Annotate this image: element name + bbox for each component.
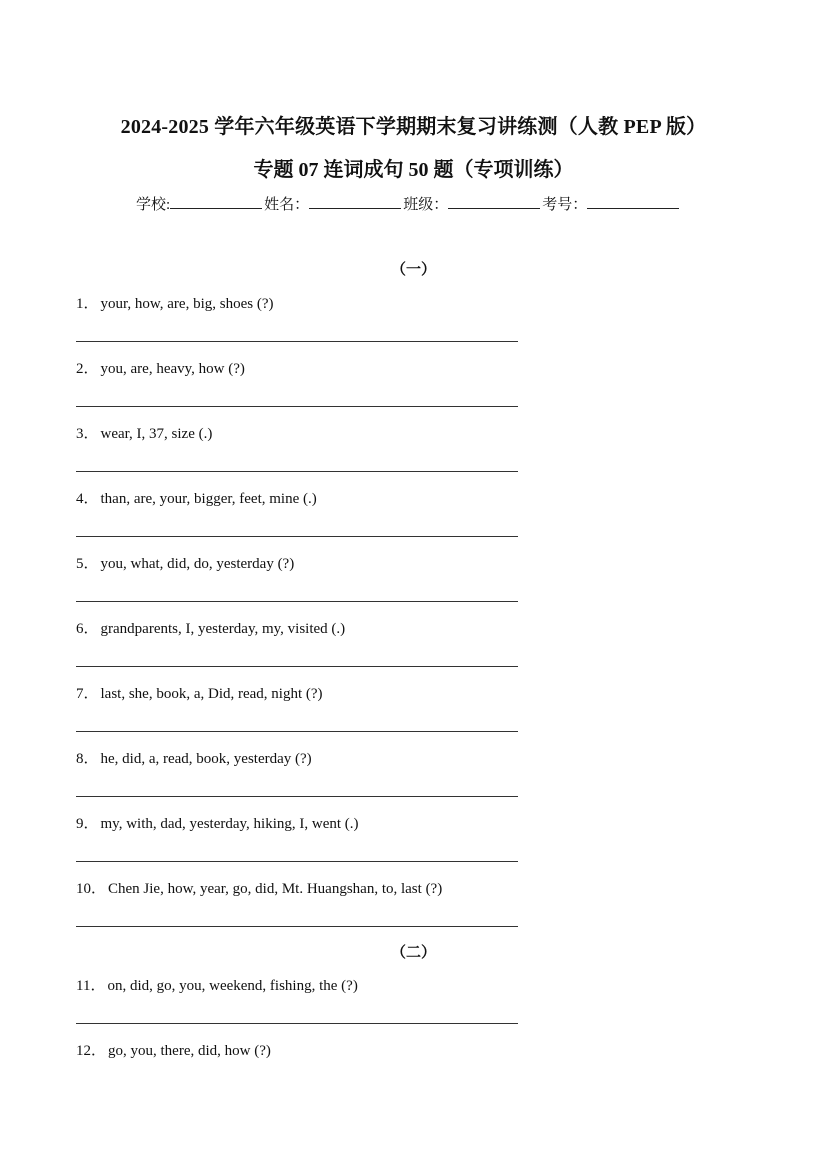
question-2 — [76, 357, 245, 378]
question-number: 2． — [76, 361, 99, 377]
question-number: 12． — [76, 1043, 107, 1059]
question-11 — [76, 974, 358, 995]
section-heading-1: （一） — [390, 262, 436, 278]
exam-number-blank[interactable] — [587, 194, 679, 209]
answer-line-10[interactable] — [76, 926, 518, 927]
page-title: 2024-2025 学年六年级英语下学期期末复习讲练测（人教 PEP 版） — [120, 116, 707, 138]
question-text: your, how, are, big, shoes (?) — [100, 296, 274, 312]
question-text: wear, I, 37, size (.) — [100, 426, 213, 442]
question-number: 9． — [76, 816, 99, 832]
question-number: 5． — [76, 556, 99, 572]
question-text: he, did, a, read, book, yesterday (?) — [100, 751, 312, 767]
question-1 — [76, 292, 273, 313]
question-text: grandparents, I, yesterday, my, visited (.) — [100, 621, 346, 637]
question-number: 7． — [76, 686, 99, 702]
answer-line-8[interactable] — [76, 796, 518, 797]
answer-line-5[interactable] — [76, 601, 518, 602]
question-4 — [76, 487, 317, 508]
page-subtitle: 专题 07 连词成句 50 题（专项训练） — [253, 159, 574, 181]
answer-line-1[interactable] — [76, 341, 518, 342]
class-blank[interactable] — [448, 194, 540, 209]
question-text: you, what, did, do, yesterday (?) — [100, 556, 295, 572]
answer-line-4[interactable] — [76, 536, 518, 537]
student-info-row — [136, 193, 681, 214]
question-text: last, she, book, a, Did, read, night (?) — [100, 686, 323, 702]
question-number: 8． — [76, 751, 99, 767]
question-text: my, with, dad, yesterday, hiking, I, went (.) — [100, 816, 359, 832]
school-label: 学校: — [136, 197, 171, 213]
question-3 — [76, 422, 212, 443]
name-label: 姓名： — [264, 197, 310, 213]
question-text: Chen Jie, how, year, go, did, Mt. Huangshan, to, last (?) — [108, 881, 443, 897]
question-number: 10． — [76, 881, 107, 897]
answer-line-7[interactable] — [76, 731, 518, 732]
question-number: 6． — [76, 621, 99, 637]
answer-line-3[interactable] — [76, 471, 518, 472]
question-text: on, did, go, you, weekend, fishing, the (?) — [107, 978, 358, 994]
answer-line-11[interactable] — [76, 1023, 518, 1024]
answer-line-2[interactable] — [76, 406, 518, 407]
question-number: 11． — [76, 978, 106, 994]
question-12 — [76, 1039, 271, 1060]
question-5 — [76, 552, 294, 573]
question-8 — [76, 747, 312, 768]
question-text: than, are, your, bigger, feet, mine (.) — [100, 491, 317, 507]
question-10 — [76, 877, 442, 898]
question-9 — [76, 812, 359, 833]
school-blank[interactable] — [170, 194, 262, 209]
question-7 — [76, 682, 323, 703]
section-heading-2: （二） — [390, 945, 436, 961]
class-label: 班级： — [403, 197, 449, 213]
exam-number-label: 考号： — [542, 197, 588, 213]
question-6 — [76, 617, 345, 638]
question-number: 4． — [76, 491, 99, 507]
question-text: you, are, heavy, how (?) — [100, 361, 245, 377]
question-text: go, you, there, did, how (?) — [108, 1043, 271, 1059]
answer-line-6[interactable] — [76, 666, 518, 667]
answer-line-9[interactable] — [76, 861, 518, 862]
question-number: 1． — [76, 296, 99, 312]
question-number: 3． — [76, 426, 99, 442]
name-blank[interactable] — [309, 194, 401, 209]
